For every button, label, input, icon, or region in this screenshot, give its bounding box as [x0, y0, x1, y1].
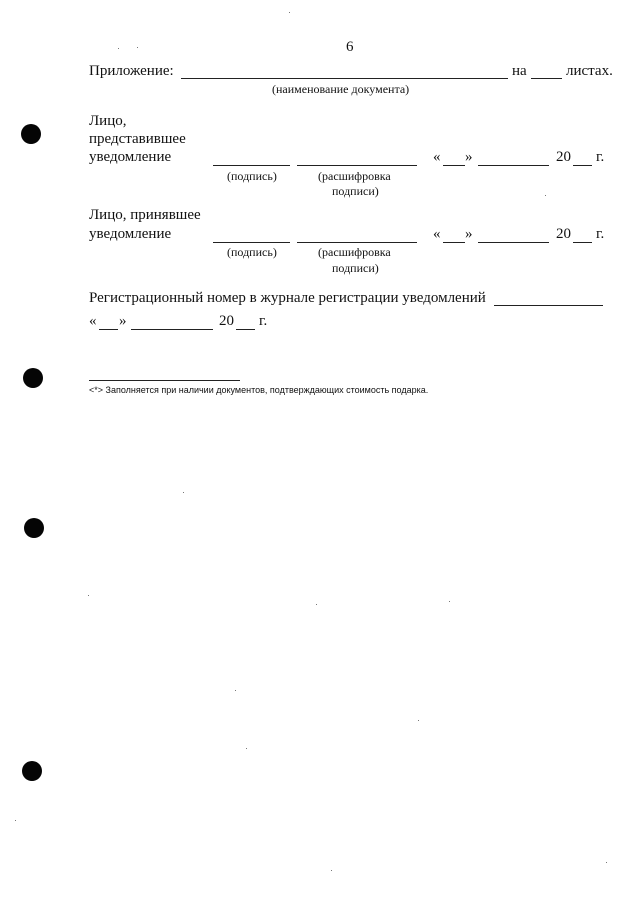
binder-hole-3 — [24, 518, 44, 538]
submitted-date-year-suffix: г. — [596, 149, 605, 165]
binder-hole-1 — [21, 124, 41, 144]
received-signature-field[interactable] — [213, 242, 290, 243]
submitted-signature-caption: (подпись) — [227, 169, 277, 183]
submitted-date-month-field[interactable] — [478, 165, 549, 166]
attachment-document-name-field[interactable] — [181, 78, 508, 79]
registration-date-year-suffix: г. — [259, 313, 268, 329]
registration-date-year-prefix: 20 — [219, 313, 234, 329]
submitted-date-day-field[interactable] — [443, 165, 465, 166]
attachment-caption: (наименование документа) — [272, 82, 410, 96]
received-decode-caption-line1: (расшифровка — [318, 245, 391, 259]
attachment-label: Приложение: — [89, 63, 174, 79]
submitted-date-quote-close: » — [465, 149, 473, 165]
submitted-decode-caption-line1: (расшифровка — [318, 169, 391, 183]
registration-date-year-field[interactable] — [236, 329, 255, 330]
received-label-line1: Лицо, принявшее — [89, 207, 201, 223]
registration-number-field[interactable] — [494, 305, 603, 306]
submitted-signature-field[interactable] — [213, 165, 290, 166]
registration-date-month-field[interactable] — [131, 329, 213, 330]
registration-date-day-field[interactable] — [99, 329, 118, 330]
received-date-month-field[interactable] — [478, 242, 549, 243]
page-number: 6 — [346, 39, 354, 55]
submitted-date-year-prefix: 20 — [556, 149, 571, 165]
attachment-sheet-count-field[interactable] — [531, 78, 562, 79]
submitted-label-line3: уведомление — [89, 149, 172, 165]
attachment-sheets-label: листах. — [566, 63, 613, 79]
received-date-quote-open: « — [433, 226, 441, 242]
submitted-signature-decode-field[interactable] — [297, 165, 417, 166]
registration-label: Регистрационный номер в журнале регистрации уведомлений — [89, 290, 486, 306]
submitted-date-year-field[interactable] — [573, 165, 592, 166]
footnote-text: <*> Заполняется при наличии документов, подтверждающих стоимость подарка. — [89, 385, 429, 395]
registration-date-quote-close: » — [119, 313, 127, 329]
attachment-na-label: на — [512, 63, 527, 79]
received-label-line2: уведомление — [89, 226, 172, 242]
submitted-label-line1: Лицо, — [89, 113, 127, 129]
received-decode-caption-line2: подписи) — [332, 261, 379, 275]
binder-hole-4 — [22, 761, 42, 781]
submitted-date-quote-open: « — [433, 149, 441, 165]
received-signature-caption: (подпись) — [227, 245, 277, 259]
received-date-year-suffix: г. — [596, 226, 605, 242]
received-date-quote-close: » — [465, 226, 473, 242]
submitted-decode-caption-line2: подписи) — [332, 184, 379, 198]
received-signature-decode-field[interactable] — [297, 242, 417, 243]
registration-date-quote-open: « — [89, 313, 97, 329]
received-date-year-field[interactable] — [573, 242, 592, 243]
received-date-year-prefix: 20 — [556, 226, 571, 242]
binder-hole-2 — [23, 368, 43, 388]
received-date-day-field[interactable] — [443, 242, 465, 243]
footnote-separator — [89, 380, 240, 381]
submitted-label-line2: представившее — [89, 131, 186, 147]
